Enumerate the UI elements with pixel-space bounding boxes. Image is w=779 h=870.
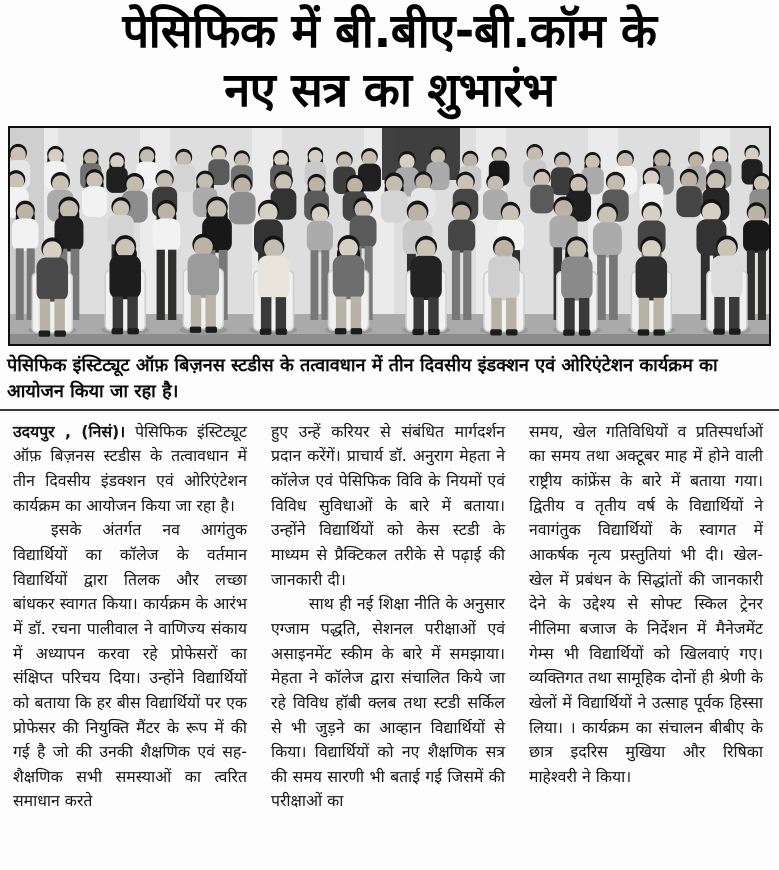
article-body	[0, 411, 779, 814]
headline-line1: पेसिफिक में बी.बीए-बी.कॉम के	[122, 4, 657, 59]
article-column-3	[529, 420, 763, 814]
group-photo	[8, 126, 771, 346]
dateline: उदयपुर , (निसं)।	[13, 421, 126, 441]
group-photo-illustration	[10, 128, 769, 344]
paragraph-3: हुए उन्हें करियर से संबंधित मार्गदर्शन प्रदान करेंगें। प्राचार्य डॉ. अनुराग मेहता ने कॉलेज एवं पेसिफिक विवि के नियमों एवं विविध सुविधाओं के बारे में बताया। उन्होंने विद्यार्थियों को केस स्टडी के माध्यम से प्रैक्टिकल तरीके से पढ़ाई की जानकारी दी।	[271, 421, 505, 589]
paragraph-2: इसके अंतर्गत नव आगंतुक विद्यार्थियों का कॉलेज के वर्तमान विद्यार्थियों द्वारा तिलक और लच्छा बांधकर स्वागत किया। कार्यक्रम के आरंभ में डॉ. रचना पालीवाल ने वाणिज्य संकाय में अध्यापन करवा रहे प्रोफेसरों का संक्षिप्त परिचय दिया। उन्होंने विद्यार्थियों को बताया कि हर बीस विद्यार्थियों पर एक प्रोफेसर की नियुक्ति मैंटर के रूप में की गई है जो की उनकी शैक्षणिक एवं सह-शैक्षणिक सभी समस्याओं का त्वरित समाधान करते	[13, 520, 247, 811]
paragraph-1	[13, 420, 247, 519]
article-column-2	[271, 420, 505, 814]
paragraph-5: समय, खेल गतिविधियों व प्रतिस्पर्धाओं का समय तथा अक्टूबर माह में होने वाली राष्ट्रीय कांफ्रेंस के बारे में बताया गया। द्वितीय व तृतीय वर्ष के विद्यार्थियों ने नवागंतुक विद्यार्थियों के स्वागत में आकर्षक नृत्य प्रस्तुतियां भी दी। खेल-खेल में प्रबंधन के सिद्धांतों की जानकारी देने के उद्देश्य से सोफ्ट स्किल ट्रेनर नीलिमा बजाज के निर्देशन में मैनेजमेंट गेम्स भी विद्यार्थियों को खिलवाएं गए। व्यक्तिगत तथा सामूहिक दोनों ही श्रेणी के खेलों में विद्यार्थियों ने उत्साह पूर्वक हिस्सा लिया। । कार्यक्रम का संचालन बीबीए के छात्र इदरिस मुखिया और रिषिका माहेश्वरी ने किया।	[529, 421, 763, 786]
headline-line2: नए सत्र का शुभारंभ	[224, 63, 555, 119]
headline	[4, 2, 775, 120]
article-column-1	[13, 420, 247, 814]
paragraph-4: साथ ही नई शिक्षा नीति के अनुसार एग्जाम पद्धति, सेशनल परीक्षाओं एवं असाइनमेंट स्कीम के बारे में समझाया। मेहता ने कॉलेज द्वारा संचालित किये जा रहे विविध हॉबी क्लब तथा स्टडी सर्किल से भी जुड़ने का आव्हान विद्यार्थियों से किया। विद्यार्थियों को नए शैक्षणिक सत्र की समय सारणी भी बताई गई जिसमें की परीक्षाओं का	[271, 594, 505, 811]
photo-caption: पेसिफिक इंस्टिट्यूट ऑफ़ बिज़नस स्टडीस के तत्वावधान में तीन दिवसीय इंडक्शन एवं ओरिएंटेशन कार्यक्रम का आयोजन किया जा रहा है।	[7, 355, 718, 402]
paragraph-1-text: पेसिफिक इंस्टिट्यूट ऑफ़ बिज़नस स्टडीस के तत्वावधान में तीन दिवसीय इंडक्शन एवं ओरिएंटेशन कार्यक्रम का आयोजन किया जा रहा है।	[13, 421, 248, 515]
